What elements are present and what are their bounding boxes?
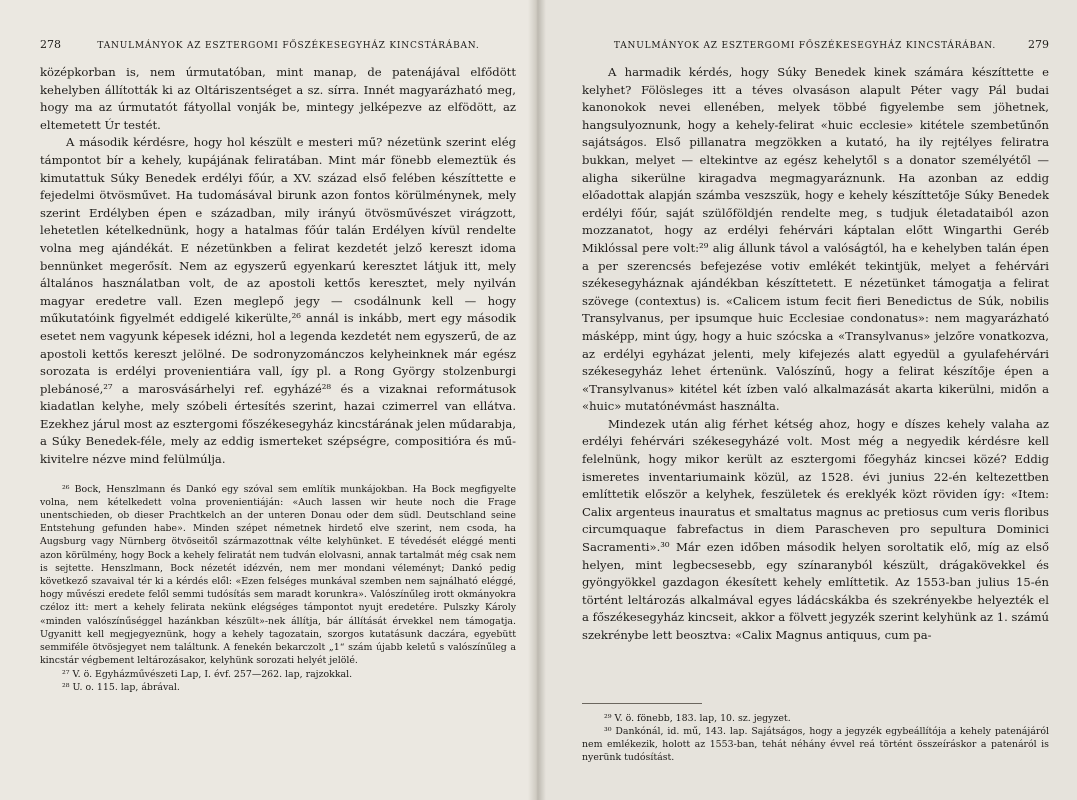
right-paragraph-1: A harmadik kérdés, hogy Súky Benedek kinek számára készíttette e kelyhet? Fölösleges itt a téves olvasáson alapult Péter vagy Pál budai kanonokok nevei ellenében, melyek többé figyelembe sem jöhetnek, hangsulyoznunk, hogy a kehely-felirat «huic ecclesie» kitétele szembetűnőn sajátságos. Első pillanatra megzökken a kutató, ha ily rejtélyes feliratra bukkan, melyet — eltekintve az egész kehelytől s a donator személyétől — aligha sikerülne kiragadva megmagyaráznunk. Ha azonban az eddig előadottak alapján számba veszszük, hogy e kehely készíttetője Súky Benedek erdélyi főúr, saját szülőföldjén rendelte meg, s tudjuk életadataiból azon mozzanatot, hogy az erdélyi fehérvári káptalan előtt Wingarthi Geréb Miklóssal pere volt:²⁹ alig állunk távol a valóságtól, ha e kehelyben talán épen a per szerencsés befejezése votiv emlékét tekintjük, melyet a fehérvári székesegyháznak ajándékban készíttetett. E nézetünket támogatja a felirat szövege (contextus) is. «Calicem istum fecit fieri Benedictus de Súk, nobilis Transylvanus, per ipsumque huic Ecclesiae condonatus»: nem magyarázható másképp, mint úgy, hogy a huic szócska a «Transylvanus» jelzőre vonatkozva, az erdélyi egyházat jelenti, mely kifejezés alatt egyedül a gyulafehérvári székesegyház lehet értenünk. Valószínű, hogy a felirat készítője épen a «Transylvanus» kitétel két ízben való alkalmazását akarta kikerülni, midőn a «huic» mutatónévmást használta. — [582, 65, 1049, 414]
left-page-number: 278 — [40, 38, 61, 51]
footnote-30: ³⁰ Dankónál, id. mű, 143. lap. Sajátságos, hogy a jegyzék egybeállítója a kehely patenájáról nem emlékezik, holott az 1553-ban, tehát néhány évvel reá történt összeíráskor a patenáról is nyerünk tudósítást. — [582, 725, 1049, 764]
left-running-head — [40, 38, 516, 54]
left-running-title: TANULMÁNYOK AZ ESZTERGOMI FŐSZÉKESEGYHÁZ KINCSTÁRÁBAN. — [97, 41, 480, 51]
left-footnotes — [40, 483, 516, 694]
right-page — [536, 0, 1077, 800]
right-footnotes — [582, 703, 1049, 765]
right-body-text — [582, 64, 1049, 645]
footnote-28: ²⁸ U. o. 115. lap, ábrával. — [62, 681, 180, 693]
left-paragraph-2: A második kérdésre, hogy hol készült e mesteri mű? nézetünk szerint elég támpontot bír a kehely, kupájának feliratában. Mint már fönebb elemeztük és kimutattuk Súky Benedek erdélyi főúr, a XV. század első felében készíttette e fejedelmi ötvösművet. Ha tudomásával birunk azon fontos körülménynek, mely szerint Erdélyben épen e században, mily irányú ötvösművészet virágzott, lehetetlen kételkednünk, hogy a hatalmas főúr talán Erdélyen kívül rendelte volna meg ajándékát. E nézetünkben a felirat kezdetét jelző kereszt idoma bennünket megerősít. Nem az egyszerű egyenkarú keresztet látjuk itt, mely általános használatban volt, de az apostoli kettős keresztet, mely nyilván magyar eredetre vall. Ezen meglepő jegy — csodálnunk kell — hogy műkutatóink figyelmét eddigelé kikerülte,²⁶ annál is inkább, mert egy második esetet nem vagyunk képesek idézni, hol a legenda kezdetét nem egyszerű, de az apostoli kettős kereszt jelölné. De sodronyzománczos kelyheinknek már egész sorozata is erdélyi provenientiára vall, így pl. a Rong György stolzenburgi plebánosé,²⁷ a marosvásárhelyi ref. egyházé²⁸ és a vizaknai reformátusok kiadatlan kelyhe, mely szóbeli értesítés szerint, hazai czimerrel van ellátva. Ezekhez járul most az esztergomi főszékesegyház kincstárának jelen műdarabja, a Súky Benedek-féle, mely az eddig ismerteket szépségre, compositióra és mű-kivitelre nézve mind felülmúlja. — [40, 135, 516, 467]
left-page — [0, 0, 536, 800]
left-body-text — [40, 64, 516, 469]
footnote-27: ²⁷ V. ö. Egyházművészeti Lap, I. évf. 257—262. lap, rajzokkal. — [62, 668, 353, 680]
right-running-title: TANULMÁNYOK AZ ESZTERGOMI FŐSZÉKESEGYHÁZ KINCSTÁRÁBAN. — [613, 41, 997, 51]
book-gutter — [528, 0, 546, 800]
footnote-29: ²⁹ V. ö. fönebb, 183. lap, 10. sz. jegyzet. — [604, 712, 791, 724]
right-paragraph-2: Mindezek után alig férhet kétség ahoz, hogy e díszes kehely valaha az erdélyi fehérvári székesegyházé volt. Most még a negyedik kérdésre kell felelnünk, hogy mikor került az esztergomi főegyház kincsei közé? Eddig ismeretes inventariumaink közül, az 1528. évi junius 22-én keltezettben említtetik először a kelyhek, feszületek és ereklyék közt röviden így: «Item: Calix argenteus inauratus et smaltatus magnus ac pretiosus cum veris floribus circumquaque fabrefactus in diem Parascheven pro sepultura Dominici Sacramenti».³⁰ Már ezen időben második helyen soroltatik elő, míg az első helyen, mint legbecsesebb, egy színaranyból készült, drágakövekkel és gyöngyökkel gazdagon ékesített kehely említtetik. Az 1553-ban julius 15-én történt leltározás alkalmával egyes ládácskákba és szekrényekbe helyezték el a főszékesegyház kincseit, akkor a fölvett jegyzék szerint kelyhünk az 1. számú szekrénybe lett beosztva: «Calix Magnus antiquus, cum pa- — [582, 416, 1049, 642]
right-running-head — [582, 38, 1049, 54]
right-page-number: 279 — [1028, 38, 1049, 51]
footnote-rule — [582, 703, 702, 704]
footnote-26: ²⁶ Bock, Henszlmann és Dankó egy szóval sem említik munkájokban. Ha Bock megfigyelte volna, nem kételkedett volna provenientiáján: «Auch lassen wir heute noch die Frage unentschieden, ob dieser Prachtkelch an der unteren Donau oder dem südl. Deutschland seine Entstehung gefunden habe». Minden szépet németnek hirdető elve szerint, nem csoda, ha Augsburg vagy Nürnberg ötvöseitől származottnak vélte kelyhünket. E tévedését eléggé menti azon körülmény, hogy Bock a kehely feliratát nem tudván elolvasni, annak tartalmát még csak nem is sejtette. Henszlmann, Bock nézetét idézvén, nem mer mondani véleményt; Dankó pedig következő szavaival tér ki a kérdés elől: «Ezen felséges munkával szemben nem sajnálható eléggé, hogy művészi eredete felől semmi tudósítás sem maradt korunkra». Valószínűleg irott okmányokra czéloz itt: mert a kehely felirata nekünk elégséges támpontot nyujt eredetére. Pulszky Károly «minden valószínűséggel hazánkban készült»-nek állítja, bár állítását érvekkel nem támogatja. Ugyanitt kell megjegyeznünk, hogy a kehely tagozatain, szorgos kutatásunk daczára, egyebütt semmiféle ötvösjegyet nem találtunk. A fenekén bekarczolt „1“ szám újabb keletű s valószínűleg a kincstár végbement leltározásakor, kelyhünk sorozati helyét jelölé. — [40, 483, 516, 667]
left-paragraph-1: középkorban is, nem úrmutatóban, mint manap, de patenájával elfődött kehelyben állították ki az Oltáriszentséget a sz. sírra. Innét magyarázható meg, hogy ma az úrmutatót fátyollal vonják be, mintegy jelképezve az elfödött, az eltemetett Úr testét. — [40, 65, 516, 132]
